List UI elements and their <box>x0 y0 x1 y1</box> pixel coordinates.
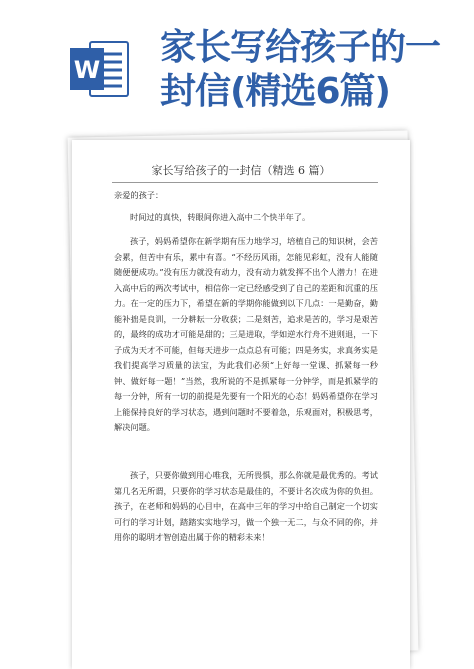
salutation: 亲爱的孩子： <box>114 190 164 200</box>
document-title: 家长写给孩子的一封信（精选 6 篇） <box>151 164 331 177</box>
title-underline <box>112 182 378 183</box>
paragraph-1: 时间过的真快，转眼间你进入高中二个快半年了。 <box>130 212 311 222</box>
paragraph-2: 孩子，妈妈希望你在新学期有压力地学习，培植自己的知识树，会苦会累，但苦中有乐，累中有喜。“不经历风雨，怎能见彩虹，没有人能随随便便成功。”没有压力就没有动力，没有动力就发挥不出个人潜力！在进入高中后的两次考试中，相信你一定已经感受到了自己的差距和沉重的压力。在一定的压力下，希望在新的学期你能做到以下几点：一是勤奋，勤能补拙是良训，一分耕耘一分收获；二是刻苦，追求是苦的，学习是艰苦的，最终的成功才可能是甜的；三是进取，学如逆水行舟不进则退，一下子成为天才不可能，但每天进步一点点总有可能；四是务实，求真务实是我们提高学习质量的法宝，为此我们必须“上好每一堂课、抓紧每一秒钟、做好每一题！”当然，我所说的不是抓紧每一分钟学，而是抓紧学的每一分钟，所有一切的前提是先要有一个阳光的心态！妈妈希望你在学习上能保持良好的学习状态，遇到问题时不要着急，乐观面对，积极思考，解决问题。 <box>114 236 378 432</box>
word-document-icon <box>68 40 130 98</box>
banner <box>0 0 474 120</box>
document-page <box>72 140 410 669</box>
banner-title: 家长写给孩子的一封信(精选6篇) <box>160 27 441 112</box>
svg-text:W: W <box>73 56 101 84</box>
paragraph-3: 孩子，只要你做到用心唯我，无所畏惧，那么你就是最优秀的。考试第几名无所谓，只要你的学习状态是最佳的，不要计名次成为你的负担。孩子，在老师和妈妈的心目中，在高中三年的学习中给自己制定一个切实可行的学习计划，踏踏实实地学习，做一个独一无二，与众不同的你，并用你的聪明才智创造出属于你的精彩未来！ <box>114 470 378 542</box>
